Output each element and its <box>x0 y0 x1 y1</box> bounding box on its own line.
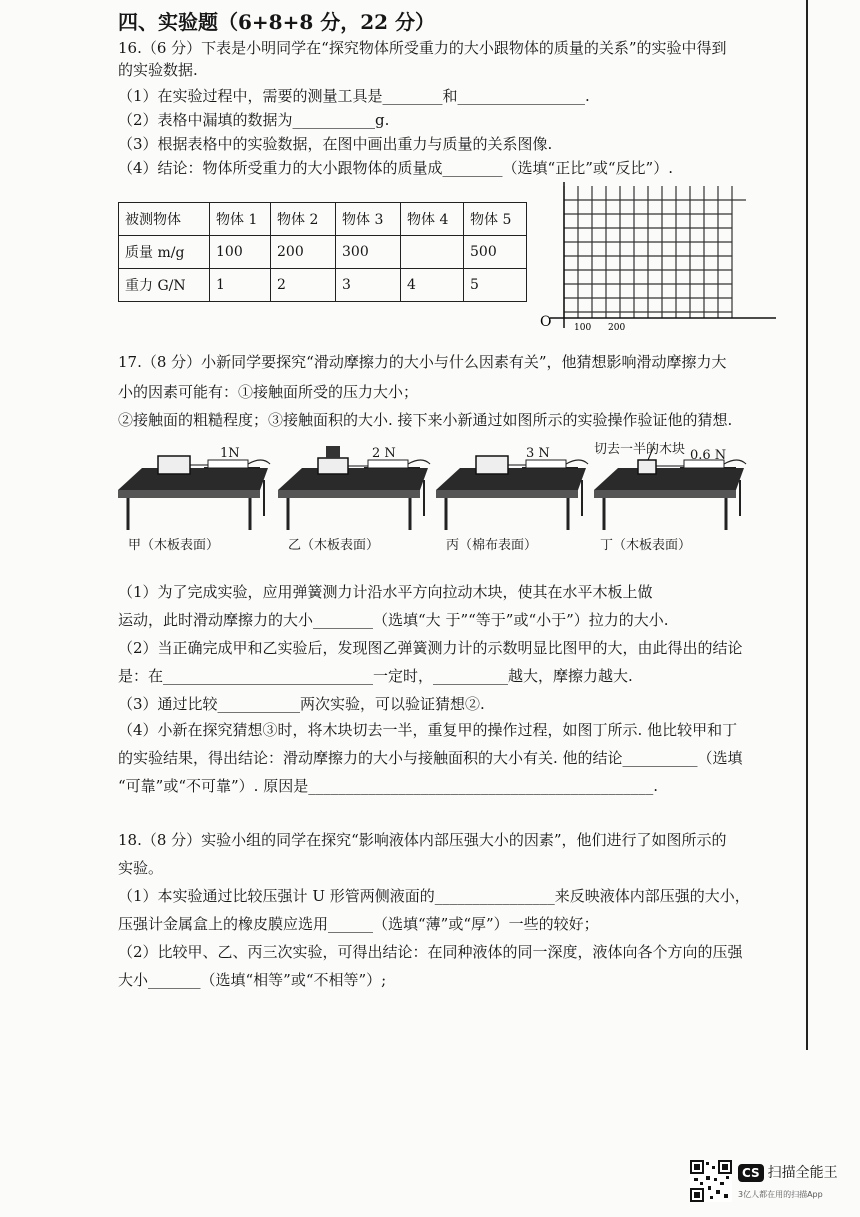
scanner-brand <box>738 1162 838 1182</box>
fig-caption: 甲（木板表面） <box>128 538 220 553</box>
table-cell: 质量 m/g <box>119 236 210 269</box>
table-cell: 300 <box>336 236 401 269</box>
q18-part2-line2: 大小_______（选填“相等”或“不相等”）; <box>118 971 387 989</box>
q17-part1-line2: 运动，此时滑动摩擦力的大小________（选填“大 于”“等于”或“小于”）拉力的大小. <box>118 611 669 629</box>
q17-part3: （3）通过比较___________两次实验，可以验证猜想②. <box>118 695 485 713</box>
q17-stem-line1: 17.（8 分）小新同学要探究“滑动摩擦力的大小与什么因素有关”，他猜想影响滑动摩擦力大 <box>118 353 727 371</box>
table-cell <box>401 236 464 269</box>
table-cell: 物体 5 <box>464 203 527 236</box>
fig-cut-block-label: 切去一半的木块 <box>594 442 686 457</box>
q16-part1: （1）在实验过程中，需要的测量工具是________和_________________. <box>118 87 590 105</box>
q17-part4-line2: 的实验结果，得出结论：滑动摩擦力的大小与接触面积的大小有关. 他的结论__________（选填 <box>118 749 743 767</box>
table-cell: 4 <box>401 269 464 302</box>
brand-tagline: 3亿人都在用的扫描App <box>738 1190 823 1199</box>
q17-part2-line1: （2）当正确完成甲和乙实验后，发现图乙弹簧测力计的示数明显比图甲的大，由此得出的结论 <box>118 639 743 657</box>
table-cell: 2 <box>271 269 336 302</box>
table-cell: 物体 2 <box>271 203 336 236</box>
graph-tick-label: 200 <box>608 323 626 333</box>
table-row <box>119 269 527 302</box>
q16-data-table <box>118 202 527 302</box>
q18-part1-line2: 压强计金属盒上的橡皮膜应选用______（选填“薄”或“厚”）一些的较好； <box>118 915 599 933</box>
graph-origin-label: O <box>540 314 552 330</box>
fig-caption: 丙（棉布表面） <box>446 538 538 553</box>
table-cell: 物体 1 <box>210 203 271 236</box>
q17-stem-line3: ②接触面的粗糙程度；③接触面积的大小. 接下来小新通过如图所示的实验操作验证他的猜想. <box>118 411 733 429</box>
fig-force-label: 3 N <box>526 446 550 461</box>
table-cell: 物体 3 <box>336 203 401 236</box>
table-cell: 200 <box>271 236 336 269</box>
table-cell: 100 <box>210 236 271 269</box>
cs-logo-icon: CS <box>738 1164 764 1182</box>
table-row <box>119 236 527 269</box>
graph-tick-label: 100 <box>574 323 592 333</box>
q16-part4: （4）结论：物体所受重力的大小跟物体的质量成________（选填“正比”或“反比”）. <box>118 159 673 177</box>
table-cell: 重力 G/N <box>119 269 210 302</box>
q17-part4-line3: “可靠”或“不可靠”）. 原因是______________________________________________. <box>118 777 658 795</box>
q17-part1-line1: （1）为了完成实验，应用弹簧测力计沿水平方向拉动木块，使其在水平木板上做 <box>118 583 653 601</box>
section-title: 四、实验题（6+8+8 分，22 分） <box>118 10 436 34</box>
brand-name: 扫描全能王 <box>767 1165 838 1181</box>
q17-part4-line1: （4）小新在探究猜想③时，将木块切去一半，重复甲的操作过程，如图丁所示. 他比较甲和丁 <box>118 721 738 739</box>
q17-part2-line2: 是：在____________________________一定时，__________越大，摩擦力越大. <box>118 667 633 685</box>
fig-force-label: 0.6 N <box>690 448 727 463</box>
qr-code-icon <box>690 1160 732 1202</box>
fig-caption: 乙（木板表面） <box>288 538 380 553</box>
table-cell: 3 <box>336 269 401 302</box>
q16-stem-line2: 的实验数据. <box>118 61 198 79</box>
q18-part1-line1: （1）本实验通过比较压强计 U 形管两侧液面的________________来反映液体内部压强的大小， <box>118 887 750 905</box>
q16-stem-line1: 16.（6 分）下表是小明同学在“探究物体所受重力的大小跟物体的质量的关系”的实验中得到 <box>118 39 727 57</box>
fig-force-label: 2 N <box>372 446 396 461</box>
q18-stem-line1: 18.（8 分）实验小组的同学在探究“影响液体内部压强大小的因素”，他们进行了如图所示的 <box>118 831 727 849</box>
q16-blank-graph-grid <box>536 178 786 338</box>
table-row <box>119 203 527 236</box>
q17-stem-line2: 小的因素可能有：①接触面所受的压力大小； <box>118 383 419 401</box>
fig-force-label: 1N <box>220 446 240 461</box>
fig-caption: 丁（木板表面） <box>600 538 692 553</box>
q18-part2-line1: （2）比较甲、乙、丙三次实验，可得出结论：在同种液体的同一深度，液体向各个方向的压强 <box>118 943 743 961</box>
table-cell: 500 <box>464 236 527 269</box>
table-cell: 物体 4 <box>401 203 464 236</box>
table-cell: 1 <box>210 269 271 302</box>
table-cell: 被测物体 <box>119 203 210 236</box>
q16-part3: （3）根据表格中的实验数据，在图中画出重力与质量的关系图像. <box>118 135 553 153</box>
q16-part2: （2）表格中漏填的数据为___________g. <box>118 111 390 129</box>
table-cell: 5 <box>464 269 527 302</box>
q18-stem-line2: 实验。 <box>118 859 164 877</box>
page-right-border <box>806 0 808 1050</box>
